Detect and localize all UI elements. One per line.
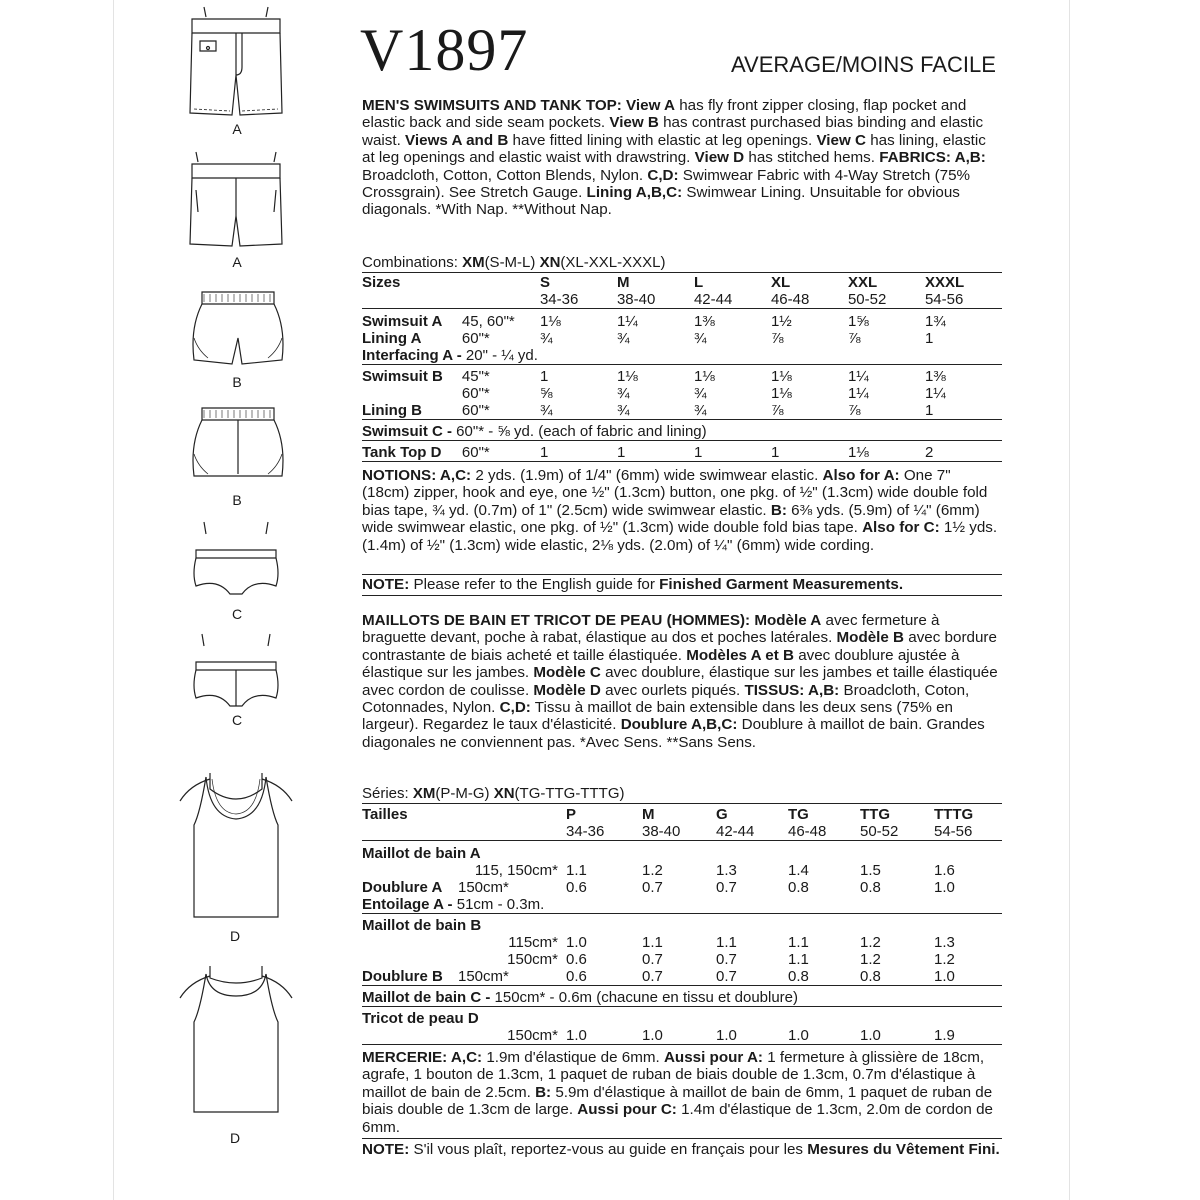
view-c-front-sketch	[186, 520, 286, 600]
view-label: A	[232, 254, 242, 270]
row-entoilage-a: Entoilage A - 51cm - 0.3m.	[362, 896, 1002, 914]
view-a-front-sketch	[186, 5, 286, 120]
row-doublure-a: Doublure A 150cm* 0.6 0.7 0.7 0.8 0.8 1.0	[362, 879, 955, 896]
row-maillot-b-150: 150cm* 0.6 0.7 0.7 1.1 1.2 1.2	[507, 951, 955, 968]
view-b-front-sketch	[186, 288, 290, 373]
size-name: TG	[788, 806, 809, 823]
view-c-back-sketch	[186, 632, 286, 712]
size-name: S	[539, 274, 550, 291]
row-maillot-b-115: 115cm* 1.0 1.1 1.1 1.1 1.2 1.3	[508, 934, 955, 951]
row-swimsuit-b: Swimsuit B 45"* 1 1⅛ 1⅛ 1⅛ 1¼ 1⅜	[362, 368, 946, 385]
view-label: D	[229, 928, 241, 944]
row-interfacing-a: Interfacing A - 20" - ¼ yd.	[362, 347, 1002, 365]
row-tank-top-d: Tank Top D 60"* 1 1 1 1 1⅛ 2	[362, 441, 1002, 462]
size-range: 46-48	[770, 291, 810, 308]
sizes-label: Sizes	[362, 274, 401, 291]
row-doublure-b: Doublure B 150cm* 0.6 0.7 0.7 0.8 0.8 1.0	[362, 968, 1002, 986]
size-name: XXXL	[924, 274, 965, 291]
bold-run: MERCERIE: A,C:	[362, 1049, 483, 1066]
bold-run: NOTIONS: A,C:	[362, 467, 472, 484]
bold-run: Aussi pour C:	[577, 1101, 677, 1119]
difficulty-level: AVERAGE/MOINS FACILE	[731, 52, 996, 77]
french-description: MAILLOTS DE BAIN ET TRICOT DE PEAU (HOMMES): Modèle A avec fermeture à braguette devant, poche à rabat, élastique au dos et poches latérales. Modèle B avec bordure contrastante de biais acheté et taille élastiquée. Modèles A et B avec doublure ajustée à élastique sur les jambes. Modèle C avec doublure, élastique sur les jambes et taille élastiquée avec cordon de coulisse. Modèle D avec ourlets piqués. TISSUS: A,B: Broadcloth, Coton, Cotonnades, Nylon. C,D: Tissu à maillot de bain extensible dans les deux sens (75% en largeur). Regardez le taux d'élasticité. Doublure A,B,C: Doublure à maillot de bain. Grandes diagonales ne conviennent pas. *Avec Sens. **Sans Sens.	[362, 612, 998, 751]
bold-run: MEN'S SWIMSUITS AND TANK TOP: View A	[362, 97, 676, 114]
view-label: A	[232, 121, 242, 137]
row-swimsuit-c: Swimsuit C - 60"* - ⅝ yd. (each of fabric and lining)	[362, 420, 1002, 441]
view-d-front-sketch	[176, 765, 296, 925]
size-name: XL	[770, 274, 791, 291]
row-lining-a: Lining A 60"* ¾ ¾ ¾ ⅞ ⅞ 1	[362, 330, 934, 347]
english-yardage-table	[362, 274, 1002, 462]
view-label: D	[229, 1130, 241, 1146]
french-note: NOTE: S'il vous plaît, reportez-vous au guide en français pour les Mesures du Vêtement Fini.	[362, 1138, 1002, 1158]
bold-run: Modèles A et B	[686, 646, 794, 664]
bold-run: Also for A:	[822, 467, 900, 484]
row-label: Maillot de bain B	[362, 917, 482, 934]
bold-run: C,D:	[499, 699, 531, 717]
view-label: C	[231, 712, 243, 728]
bold-run: Lining A,B,C:	[586, 184, 683, 202]
bold-run: Modèle B	[836, 629, 905, 647]
bold-run: Modèle D	[533, 681, 601, 699]
size-name: L	[693, 274, 704, 291]
size-range: 42-44	[693, 291, 733, 308]
size-range: 54-56	[924, 291, 964, 308]
size-range: 34-36	[566, 823, 605, 840]
row-label: Maillot de bain A	[362, 845, 481, 862]
bold-run: NOTE:	[362, 576, 410, 593]
size-range: 50-52	[860, 823, 899, 840]
bold-run: Also for C:	[862, 519, 940, 537]
size-name: TTG	[860, 806, 890, 823]
row-tricot-d: 150cm* 1.0 1.0 1.0 1.0 1.0 1.9	[362, 1027, 1002, 1045]
bold-run: MAILLOTS DE BAIN ET TRICOT DE PEAU (HOMMES): Modèle A	[362, 612, 822, 629]
bold-run: FABRICS: A,B:	[879, 149, 986, 167]
row-swimsuit-b-60: 60"* ⅝ ¾ ¾ 1⅛ 1¼ 1¼	[461, 385, 946, 402]
bold-run: C,D:	[647, 166, 679, 184]
size-range: 46-48	[788, 823, 827, 840]
size-range: 38-40	[616, 291, 656, 308]
size-range: 34-36	[539, 291, 579, 308]
size-name: M	[616, 274, 630, 291]
row-maillot-c: Maillot de bain C - 150cm* - 0.6m (chacune en tissu et doublure)	[362, 986, 1002, 1007]
size-range: 50-52	[847, 291, 887, 308]
row-swimsuit-a: Swimsuit A 45, 60"* 1⅛ 1¼ 1⅜ 1½ 1⅝ 1¾	[362, 313, 946, 330]
bold-run: B:	[535, 1083, 552, 1101]
size-name: G	[716, 806, 728, 823]
bold-run: Mesures du Vêtement Fini.	[807, 1141, 1000, 1158]
size-name: TTTG	[934, 806, 974, 823]
bold-run: TISSUS: A,B:	[744, 681, 840, 699]
size-range: 54-56	[934, 823, 973, 840]
bold-run: View B	[609, 114, 659, 132]
bold-run: NOTE:	[362, 1141, 410, 1158]
series-label: Séries: XM(P-M-G) XN(TG-TTG-TTTG)	[362, 785, 1002, 804]
bold-run: View C	[816, 131, 866, 149]
english-note: NOTE: Please refer to the English guide for Finished Garment Measurements.	[362, 574, 1002, 596]
sizes-label: Tailles	[362, 806, 408, 823]
view-b-back-sketch	[186, 404, 290, 489]
size-range: 42-44	[716, 823, 755, 840]
view-a-back-sketch	[186, 150, 286, 250]
bold-run: B:	[770, 501, 787, 519]
row-lining-b: Lining B 60"* ¾ ¾ ¾ ⅞ ⅞ 1	[362, 402, 1002, 420]
view-label: B	[232, 374, 242, 390]
view-label: C	[231, 606, 243, 622]
bold-run: Doublure A,B,C:	[620, 716, 738, 734]
size-name: XXL	[847, 274, 878, 291]
row-label: Tricot de peau D	[362, 1010, 479, 1027]
french-mercerie: MERCERIE: A,C: 1.9m d'élastique de 6mm. Aussi pour A: 1 fermeture à glissière de 18cm, agrafe, 1 bouton de 1.3cm, 1 paquet de ruban de biais double de 1.3cm, 0.7m d'élastique à maillot de bain de 2.5cm. B: 5.9m d'élastique à maillot de bain de 6mm, 1 paquet de ruban de biais double de 1.3cm de large. Aussi pour C: 1.4m d'élastique de 1.3cm, 2.0m de cordon de 6mm.	[362, 1049, 993, 1136]
size-name: M	[642, 806, 655, 823]
view-label: B	[232, 492, 242, 508]
combinations-label: Combinations: XM(S-M-L) XN(XL-XXL-XXXL)	[362, 254, 1002, 273]
row-maillot-a: 115, 150cm* 1.1 1.2 1.3 1.4 1.5 1.6	[474, 862, 955, 879]
pattern-number: V1897	[360, 17, 529, 83]
french-metrage-table	[362, 806, 1002, 1045]
bold-run: Modèle C	[533, 664, 601, 682]
english-notions: NOTIONS: A,C: 2 yds. (1.9m) of 1/4" (6mm) wide swimwear elastic. Also for A: One 7" (18cm) zipper, hook and eye, one ½" (1.3cm) button, one pkg. of ½" (1.3cm) wide double fold bias tape, ¾ yd. (0.7m) of 1" (2.5cm) wide swimwear elastic. B: 6⅜ yds. (5.9m) of ¼" (6mm) wide swimwear elastic, one pkg. of ½" (1.3cm) wide double fold bias tape. Also for C: 1½ yds. (1.4m) of ½" (1.3cm) wide elastic, 2⅛ yds. (2.0m) of ¼" (6mm) wide cording.	[362, 467, 998, 554]
view-d-back-sketch	[176, 962, 296, 1122]
bold-run: Finished Garment Measurements.	[659, 576, 904, 593]
bold-run: View D	[694, 149, 745, 167]
size-range: 38-40	[642, 823, 681, 840]
english-description: MEN'S SWIMSUITS AND TANK TOP: View A has fly front zipper closing, flap pocket and elastic back and side seam pockets. View B has contrast purchased bias binding and elastic waist. Views A and B have fitted lining with elastic at leg openings. View C has lining, elastic at leg openings and elastic waist with drawstring. View D has stitched hems. FABRICS: A,B: Broadcloth, Cotton, Cotton Blends, Nylon. C,D: Swimwear Fabric with 4-Way Stretch (75% Crossgrain). See Stretch Gauge. Lining A,B,C: Swimwear Lining. Unsuitable for obvious diagonals. *With Nap. **Without Nap.	[362, 97, 986, 219]
bold-run: Views A and B	[405, 131, 509, 149]
bold-run: Aussi pour A:	[663, 1049, 763, 1066]
size-name: P	[566, 806, 577, 823]
